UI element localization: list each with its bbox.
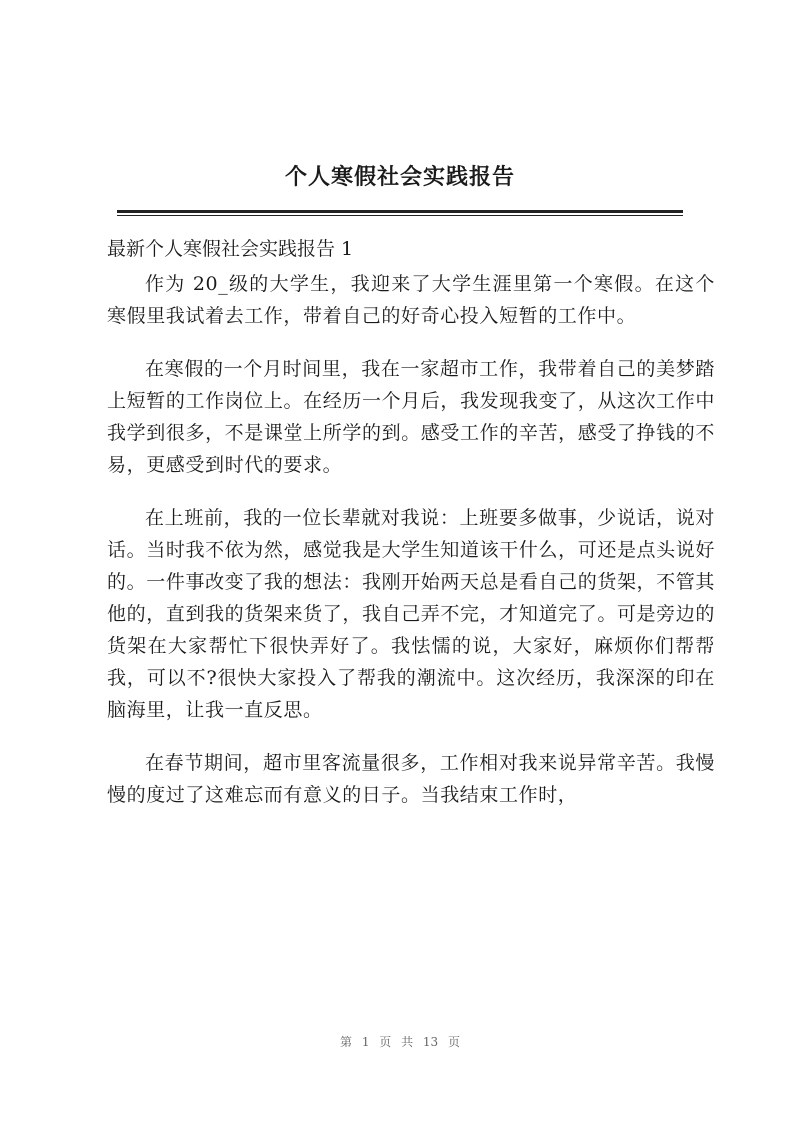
- title-divider-thick: [117, 210, 683, 213]
- body-text: [107, 268, 715, 832]
- page-title: 个人寒假社会实践报告: [284, 164, 515, 190]
- paragraph: 在上班前，我的一位长辈就对我说：上班要多做事，少说话，说对话。当时我不依为然，感觉我是大学生知道该干什么，可还是点头说好的。一件事改变了我的想法：我刚开始两天总是看自己的货架，不管其他的，直到我的货架来货了，我自己弄不完，才知道完了。可是旁边的货架在大家帮忙下很快弄好了。我怯懦的说，大家好，麻烦你们帮帮我，可以不?很快大家投入了帮我的潮流中。这次经历，我深深的印在脑海里，让我一直反思。: [107, 507, 715, 721]
- page-footer: 第 1 页 共 13 页: [340, 1035, 460, 1049]
- paragraph: 在寒假的一个月时间里，我在一家超市工作，我带着自己的美梦踏上短暂的工作岗位上。在经历一个月后，我发现我变了，从这次工作中我学到很多，不是课堂上所学的到。感受工作的辛苦，感受了挣钱的不易，更感受到时代的要求。: [107, 358, 715, 476]
- paragraph: 作为 20_级的大学生，我迎来了大学生涯里第一个寒假。在这个寒假里我试着去工作，带着自己的好奇心投入短暂的工作中。: [107, 273, 715, 327]
- paragraph: 在春节期间，超市里客流量很多，工作相对我来说异常辛苦。我慢慢的度过了这难忘而有意义的日子。当我结束工作时，: [107, 752, 715, 806]
- title-divider-thin: [117, 215, 683, 216]
- section-heading: 最新个人寒假社会实践报告 1: [107, 238, 354, 260]
